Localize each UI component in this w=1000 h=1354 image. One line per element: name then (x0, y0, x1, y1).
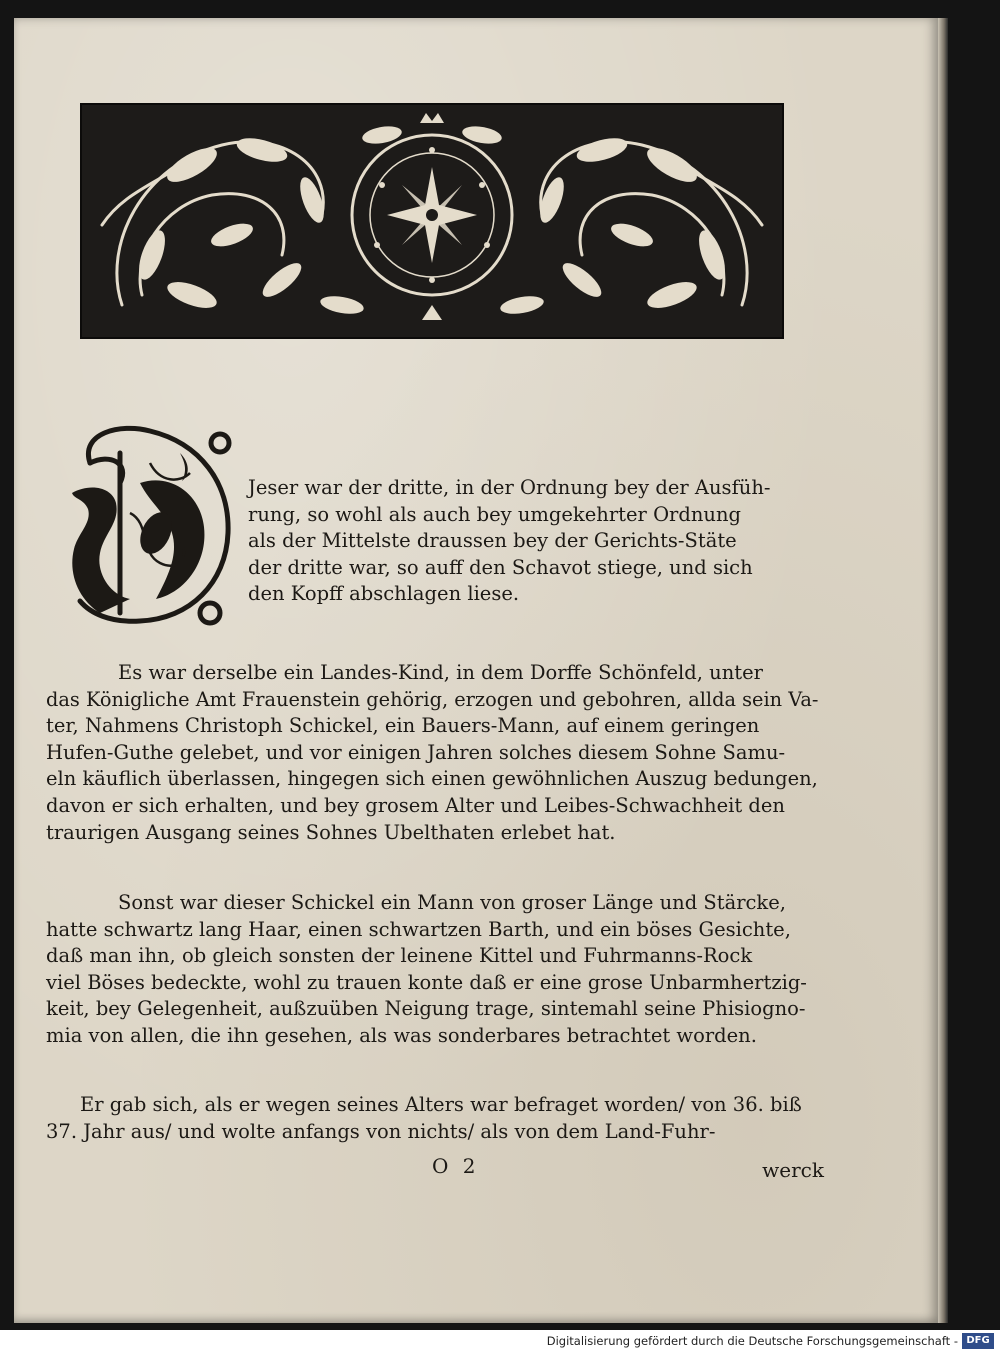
paragraph-1 (248, 475, 818, 608)
footer-bar (0, 1330, 1000, 1354)
paragraph-1-line: den Kopff abschlagen liese. (248, 582, 520, 606)
paragraph-2-line: eln käuflich überlassen, hingegen sich einen gewöhnlichen Auszug bedungen, (46, 767, 818, 791)
paragraph-1-line: der dritte war, so auff den Schavot stiege, und sich (248, 555, 753, 579)
paragraph-2-line: Hufen-Guthe gelebet, und vor einigen Jahren solches diesem Sohne Samu- (46, 740, 786, 764)
paragraph-3 (46, 890, 818, 1050)
initial-d-icon (60, 423, 238, 629)
paragraph-3-line: mia von allen, die ihn gesehen, als was sonderbares betrachtet worden. (46, 1023, 757, 1047)
paragraph-1-line: Jeser war der dritte, in der Ordnung bey der Ausfüh- (248, 476, 771, 499)
paragraph-3-line: keit, bey Gelegenheit, außzuüben Neigung trage, sintemahl seine Phisiogno- (46, 997, 806, 1021)
paragraph-3-line: Sonst war dieser Schickel ein Mann von groser Länge und Stärcke, (118, 891, 786, 914)
paragraph-3-line: daß man ihn, ob gleich sonsten der leinene Kittel und Fuhrmanns-Rock (46, 944, 753, 968)
paragraph-3-line: viel Böses bedeckte, wohl zu trauen konte daß er eine grose Unbarmhertzig- (46, 970, 807, 994)
paragraph-2-line: traurigen Ausgang seines Sohnes Ubelthaten erlebet hat. (46, 820, 616, 844)
paragraph-2 (46, 660, 818, 846)
catchword: werck (762, 1158, 824, 1182)
paragraph-2-line: davon er sich erhalten, und bey grosem Alter und Leibes-Schwachheit den (46, 793, 785, 817)
dfg-logo-icon[interactable]: DFG (962, 1333, 994, 1349)
decorated-initial-d (60, 423, 238, 629)
paragraph-1-line: rung, so wohl als auch bey umgekehrter Ordnung (248, 502, 742, 526)
page-edge (938, 18, 948, 1323)
woodcut-headpiece (80, 103, 784, 339)
headpiece-ornament-icon (82, 105, 782, 337)
footer-credit-text: Digitalisierung gefördert durch die Deutsche Forschungsgemeinschaft - (546, 1334, 958, 1348)
signature-mark: O 2 (432, 1154, 480, 1178)
paragraph-2-line: ter, Nahmens Christoph Schickel, ein Bauers-Mann, auf einem geringen (46, 714, 760, 738)
paragraph-1-line: als der Mittelste draussen bey der Gerichts-Stäte (248, 529, 737, 553)
paragraph-2-line: Es war derselbe ein Landes-Kind, in dem Dorffe Schönfeld, unter (118, 661, 763, 684)
paragraph-2-line: das Königliche Amt Frauenstein gehörig, erzogen und gebohren, allda sein Va- (46, 687, 819, 711)
paragraph-4-line: Er gab sich, als er wegen seines Alters war befraget worden/ von 36. biß (80, 1093, 802, 1116)
paragraph-3-line: hatte schwartz lang Haar, einen schwartzen Barth, und ein böses Gesichte, (46, 917, 791, 941)
paragraph-4 (46, 1092, 818, 1145)
paragraph-4-line: 37. Jahr aus/ und wolte anfangs von nichts/ als von dem Land-Fuhr- (46, 1119, 716, 1143)
